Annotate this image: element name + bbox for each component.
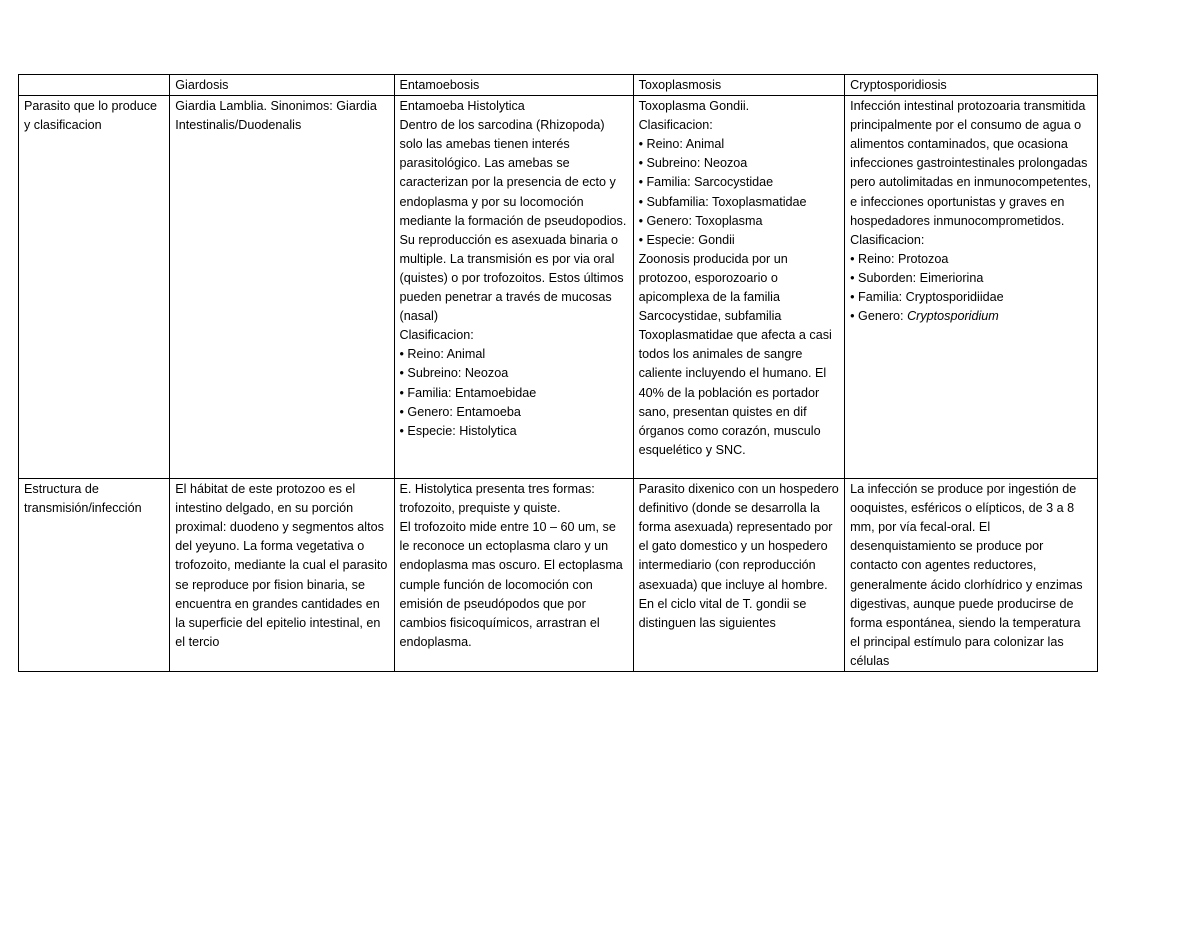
list-item: • Especie: Gondii <box>638 232 735 247</box>
row-label-parasito: Parasito que lo produce y clasificacion <box>19 96 170 479</box>
header-cell-cryptosporidiosis: Cryptosporidiosis <box>845 75 1098 96</box>
cell-text: Entamoeba Histolytica <box>399 99 525 114</box>
cell-toxoplasmosis-estructura <box>633 479 845 672</box>
cell-text: Clasificacion: <box>399 328 474 343</box>
cell-text: Parasito dixenico con un hospedero definitivo (donde se desarrolla la forma asexuada) representado por el gato domestico y un hospedero intermediario (con reproducción asexuada) que incluye al hombre. <box>638 482 839 592</box>
cell-text: Toxoplasma Gondii. <box>638 99 750 114</box>
cell-giardosis-estructura <box>170 479 394 672</box>
cell-text: El trofozoito mide entre 10 – 60 um, se le reconoce un ectoplasma claro y un endoplasma mas oscuro. El ectoplasma cumple función de locomoción con emisión de pseudópodos que por cambios fisicoquímicos, arrastran el endoplasma. <box>399 520 623 649</box>
cell-giardosis-parasito <box>170 96 394 479</box>
genero-label: • Genero: <box>850 309 908 324</box>
list-item: • Reino: Animal <box>399 347 486 362</box>
cell-text: Dentro de los sarcodina (Rhizopoda) solo las amebas tienen interés parasitológico. Las amebas se caracterizan por la presencia de ecto y endoplasma y por su locomoción mediante la formación de pseudopodios. <box>399 118 627 228</box>
cell-text: En el ciclo vital de T. gondii se distinguen las siguientes <box>638 596 807 630</box>
list-item: • Subreino: Neozoa <box>638 156 748 171</box>
cell-text: El hábitat de este protozoo es el intestino delgado, en su porción proximal: duodeno y segmentos altos del yeyuno. La forma vegetativa o trofozoito, mediante la cual el parasito se reproduce por fision binaria, se encuentra en grandes cantidades en la superficie del epitelio intestinal, en el tercio <box>175 482 388 649</box>
cell-text: Zoonosis producida por un protozoo, esporozoario o apicomplexa de la familia Sarcocystidae, subfamilia Toxoplasmatidae que afecta a casi todos los animales de sangre caliente incluyendo el humano. El 40% de la población es portador sano, presentan quistes en dif órganos como corazón, musculo esquelético y SNC. <box>638 251 832 457</box>
cell-text: Clasificacion: <box>638 118 713 133</box>
cell-text: La infección se produce por ingestión de ooquistes, esféricos o elípticos, de 3 a 8 mm, por vía fecal-oral. El desenquistamiento se produce por contacto con agentes reductores, generalmente ácido clorhídrico y enzimas digestivas, aunque puede producirse de forma espontánea, siendo la temperatura el principal estímulo para colonizar las células <box>850 482 1083 668</box>
header-cell-empty <box>19 75 170 96</box>
list-item: • Familia: Entamoebidae <box>399 385 537 400</box>
list-item: • Genero: Toxoplasma <box>638 213 763 228</box>
list-item: • Familia: Sarcocystidae <box>638 175 774 190</box>
list-item: • Especie: Histolytica <box>399 423 517 438</box>
cell-text: Giardia Lamblia. Sinonimos: Giardia Intestinalis/Duodenalis <box>175 99 377 133</box>
cell-entamoebosis-parasito <box>394 96 633 479</box>
list-item: • Genero: Entamoeba <box>399 404 521 419</box>
cell-toxoplasmosis-parasito <box>633 96 845 479</box>
list-item: • Familia: Cryptosporidiidae <box>850 290 1004 305</box>
parasitosis-comparison-table <box>18 74 1098 672</box>
table-row <box>19 479 1098 672</box>
header-cell-entamoebosis: Entamoebosis <box>394 75 633 96</box>
list-item: • Subreino: Neozoa <box>399 366 509 381</box>
header-cell-giardosis: Giardosis <box>170 75 394 96</box>
table-row <box>19 96 1098 479</box>
list-item: • Reino: Animal <box>638 137 725 152</box>
list-item: • Suborden: Eimeriorina <box>850 270 984 285</box>
list-item <box>850 307 1092 326</box>
list-item: • Subfamilia: Toxoplasmatidae <box>638 194 807 209</box>
table-header-row <box>19 75 1098 96</box>
cell-cryptosporidiosis-estructura <box>845 479 1098 672</box>
cell-text: Infección intestinal protozoaria transmitida principalmente por el consumo de agua o alimentos contaminados, que ocasiona infecciones gastrointestinales prolongadas pero autolimitadas en inmunocompetentes, e infecciones oportunistas y graves en hospedadores inmunocomprometidos. <box>850 99 1091 228</box>
header-cell-toxoplasmosis: Toxoplasmosis <box>633 75 845 96</box>
cell-entamoebosis-estructura <box>394 479 633 672</box>
cell-text: Clasificacion: <box>850 232 925 247</box>
cell-text: E. Histolytica presenta tres formas: trofozoito, prequiste y quiste. <box>399 482 595 516</box>
list-item: • Reino: Protozoa <box>850 251 949 266</box>
row-label-estructura: Estructura de transmisión/infección <box>19 479 170 672</box>
genero-value: Cryptosporidium <box>907 309 999 324</box>
cell-text: Su reproducción es asexuada binaria o multiple. La transmisión es por via oral (quistes) o por trofozoitos. Estos últimos pueden penetrar a través de mucosas (nasal) <box>399 232 624 324</box>
cell-cryptosporidiosis-parasito <box>845 96 1098 479</box>
